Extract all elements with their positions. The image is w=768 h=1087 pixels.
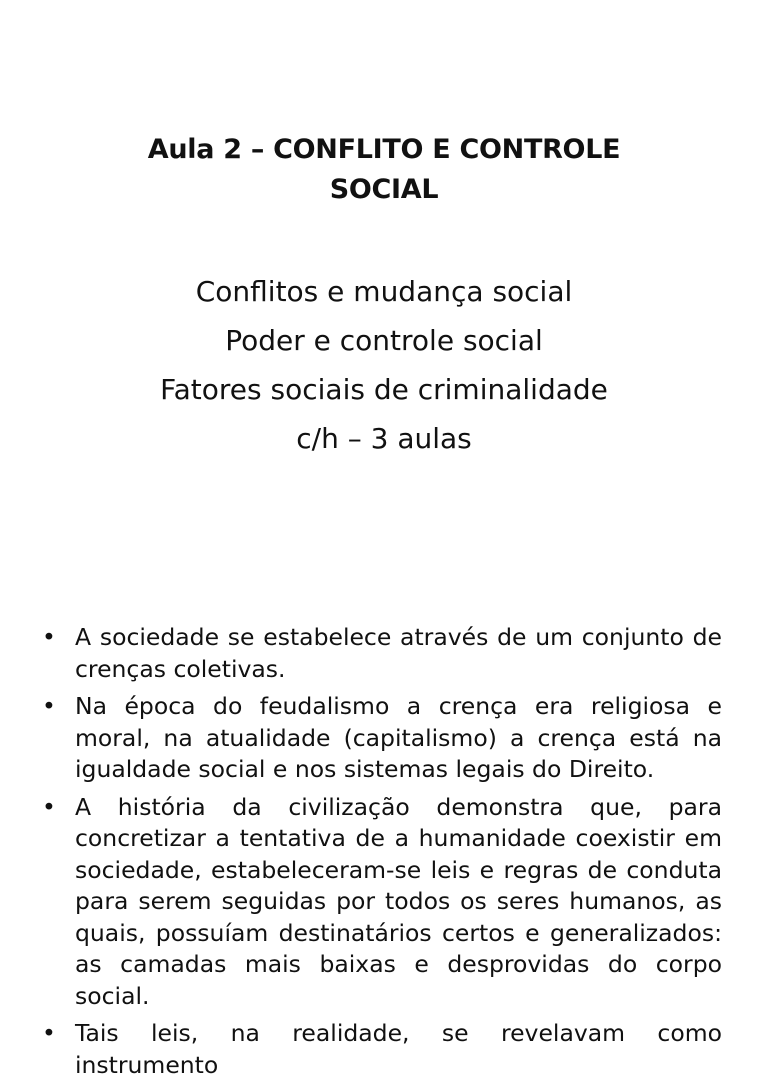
bullet-icon: • [42, 623, 56, 651]
title-line: Aula 2 – CONFLITO E CONTROLE [147, 134, 621, 165]
bullet-text: A história da civilização demonstra que, para concretizar a tentativa de a humanidade coexistir em sociedade, estabeleceram-se leis e regras de conduta para serem seguidas por todos os seres humanos, as quais, possuíam destinatários certos e generalizados: as camadas mais baixas e desprovidas do corpo social. [75, 792, 722, 1010]
bullet-list [40, 622, 722, 1087]
slide-title [0, 130, 768, 210]
bullet-text: Tais leis, na realidade, se revelavam como instrumento [75, 1019, 722, 1079]
title-line: SOCIAL [329, 174, 439, 205]
bullet-icon: • [42, 792, 56, 821]
content-slide [0, 620, 768, 1079]
bullet-item [40, 691, 722, 786]
subtitle-line: Conflitos e mudança social [195, 275, 573, 308]
bullet-icon: • [42, 692, 56, 720]
bullet-item [40, 792, 722, 1013]
subtitle-line: c/h – 3 aulas [296, 422, 472, 455]
subtitle-line: Poder e controle social [225, 324, 543, 357]
bullet-icon: • [42, 1019, 56, 1047]
bullet-text: Na época do feudalismo a crença era religiosa e moral, na atualidade (capitalismo) a crença está na igualdade social e nos sistemas legais do Direito. [75, 692, 722, 783]
slide-subtitles [0, 267, 768, 463]
bullet-text: A sociedade se estabelece através de um conjunto de crenças coletivas. [75, 623, 722, 683]
subtitle-line: Fatores sociais de criminalidade [160, 373, 608, 406]
bullet-item [40, 622, 722, 685]
bullet-item [40, 1018, 722, 1081]
